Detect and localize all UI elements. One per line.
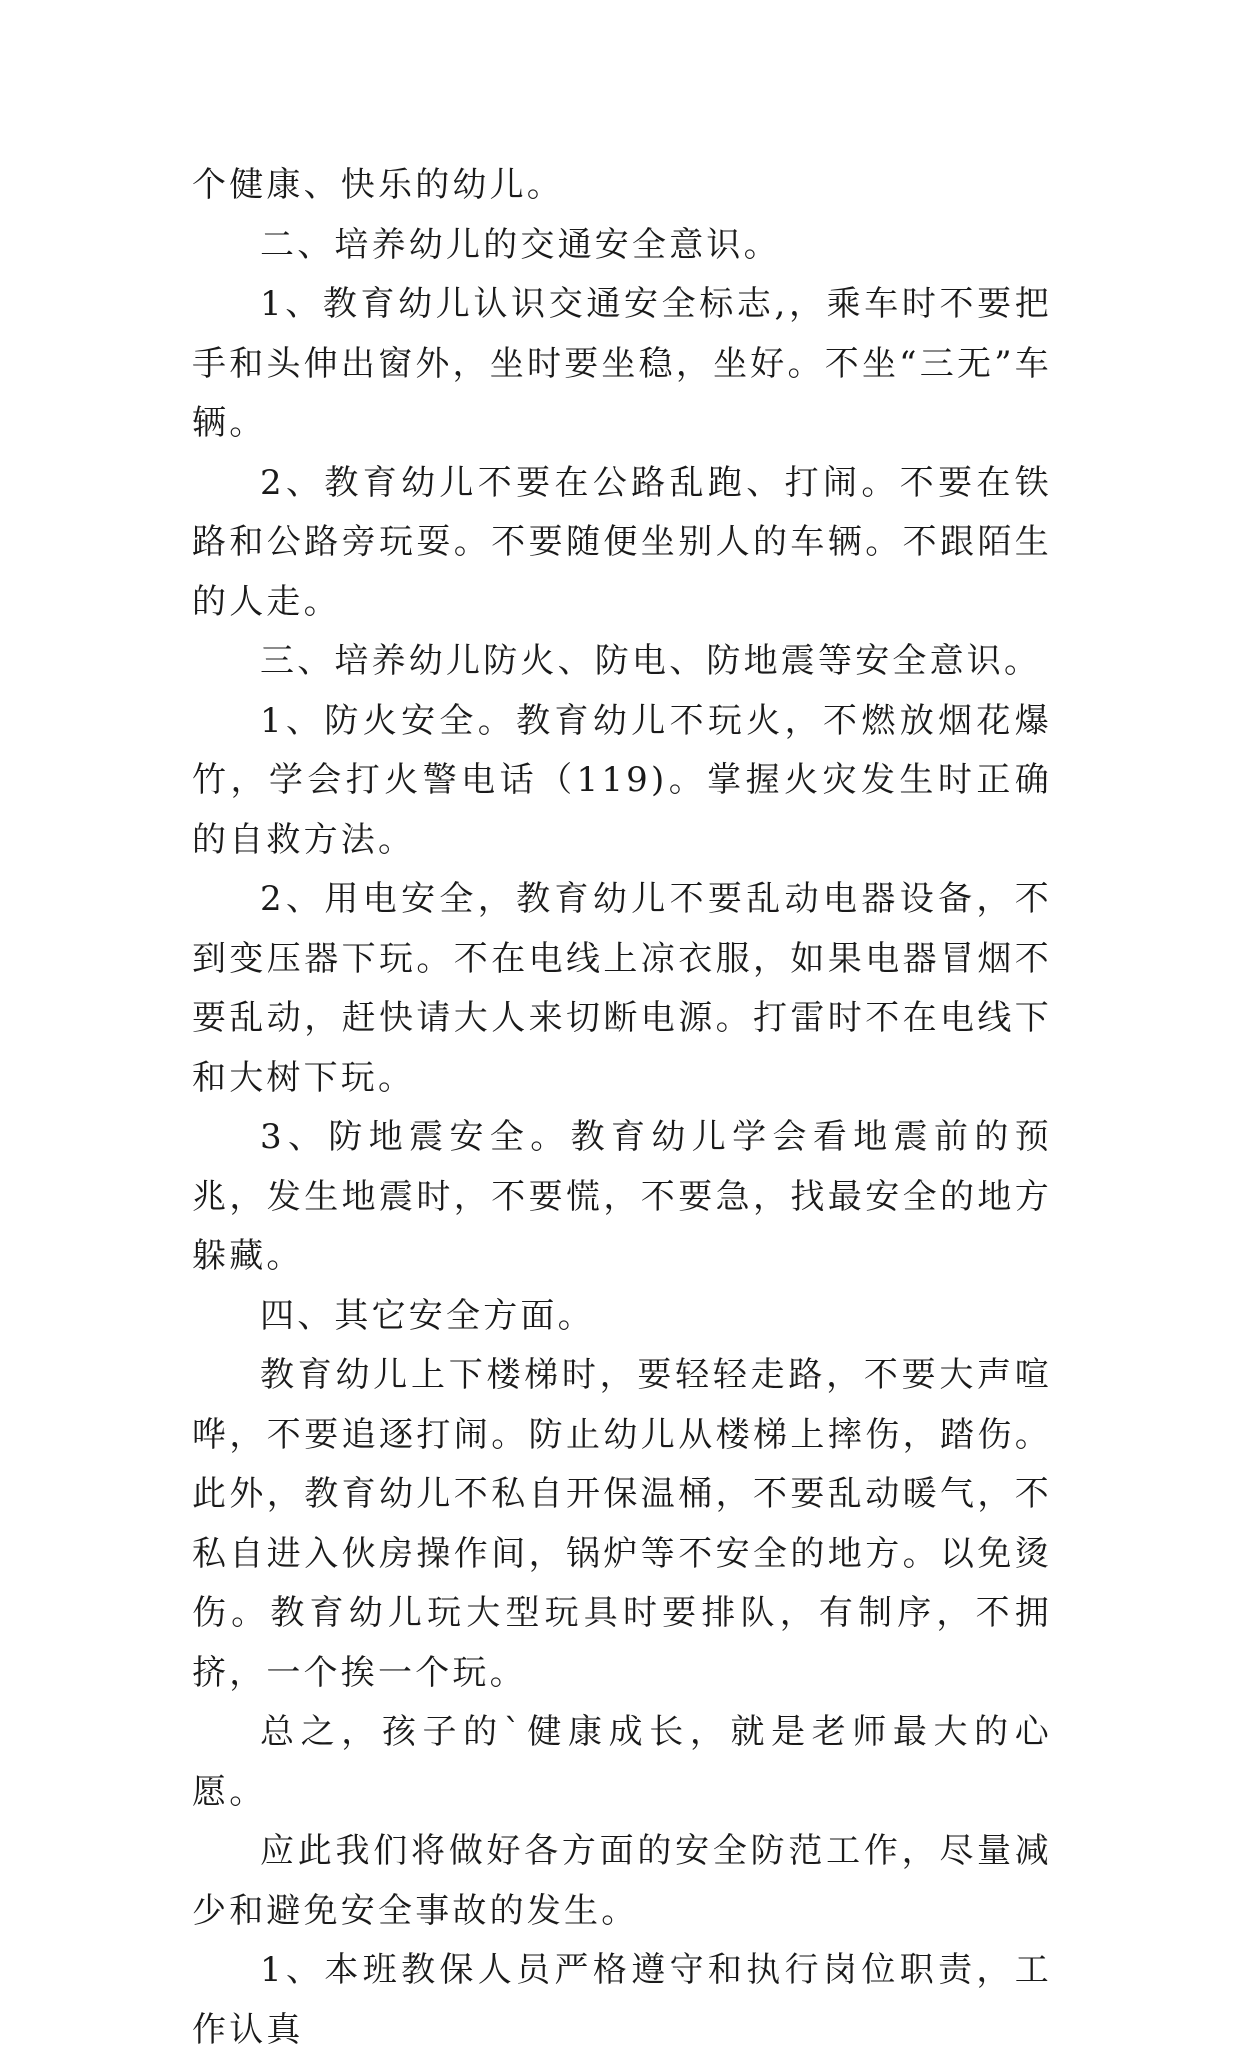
- section-heading-2: 二、培养幼儿的交通安全意识。: [260, 224, 781, 265]
- paragraph-3: 1、教育幼儿认识交通安全标志,，乘车时不要把手和头伸出窗外，坐时要坐稳，坐好。不坐“三无”车辆。: [192, 284, 1052, 443]
- section-heading-4: 四、其它安全方面。: [260, 1295, 595, 1336]
- document-body: [192, 156, 1052, 2060]
- paragraph-10: 教育幼儿上下楼梯时，要轻轻走路，不要大声喧哗，不要追逐打闹。防止幼儿从楼梯上摔伤，踏伤。此外，教育幼儿不私自开保温桶，不要乱动暖气，不私自进入伙房操作间，锅炉等不安全的地方。以免烫伤。教育幼儿玩大型玩具时要排队，有制序，不拥挤，一个挨一个玩。: [192, 1355, 1052, 1693]
- paragraph-13: 1、本班教保人员严格遵守和执行岗位职责，工作认真: [192, 1950, 1052, 2050]
- section-heading-3: 三、培养幼儿防火、防电、防地震等安全意识。: [260, 641, 1042, 681]
- paragraph-12: 应此我们将做好各方面的安全防范工作，尽量减少和避免安全事故的发生。: [192, 1831, 1052, 1931]
- paragraph-8: 3、防地震安全。教育幼儿学会看地震前的预兆，发生地震时，不要慌，不要急，找最安全的地方躲藏。: [192, 1117, 1052, 1276]
- paragraph-6: 1、防火安全。教育幼儿不玩火，不燃放烟花爆竹，学会打火警电话（119)。掌握火灾发生时正确的自救方法。: [192, 700, 1052, 860]
- paragraph-7: 2、用电安全，教育幼儿不要乱动电器设备，不到变压器下玩。不在电线上凉衣服，如果电器冒烟不要乱动，赶快请大人来切断电源。打雷时不在电线下和大树下玩。: [192, 879, 1052, 1098]
- paragraph-11: 总之，孩子的`健康成长，就是老师最大的心愿。: [192, 1712, 1052, 1812]
- paragraph-1: 个健康、快乐的幼儿。: [192, 165, 564, 205]
- paragraph-4: 2、教育幼儿不要在公路乱跑、打闹。不要在铁路和公路旁玩耍。不要随便坐别人的车辆。不跟陌生的人走。: [192, 462, 1052, 622]
